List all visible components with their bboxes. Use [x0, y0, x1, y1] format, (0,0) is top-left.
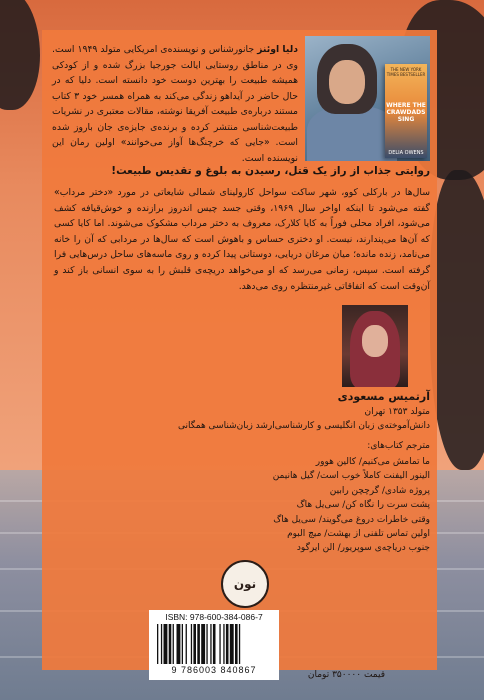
author-name: دلیا اوئنز [257, 44, 298, 55]
translated-books-list [150, 455, 430, 556]
list-item: پروژه شادی/ گرچچن رابین [329, 485, 430, 496]
synopsis-line: سال‌ها در بارکلی کوو، شهر ساکت سواحل کارولینای شمالی شایعاتی در مورد «دختر مرداب» [54, 187, 430, 198]
barcode-stripe [161, 624, 162, 664]
barcode-stripe [191, 624, 192, 664]
list-item: ما تمامش می‌کنیم/ کالین هوور [315, 457, 430, 467]
isbn-text: ISBN: 978-600-384-086-7 [165, 612, 263, 622]
bio-line: در مناطق روستایی ایالت جورجیا بزرگ شده و از کودکی همیشه طبیعت [52, 59, 298, 86]
publisher-logo [221, 560, 269, 608]
barcode-number: 9 786003 840867 [171, 665, 257, 675]
bio-line: آفریقا نوشته، مقالات معتبری در نشریات طبیعت‌شناسی منتشر کرده [52, 106, 298, 133]
barcode-stripe [235, 624, 238, 664]
synopsis-line: می‌شود، افراد محلی فوراً به کایا کلارک، معروف به دختر مرداب مشکوک می‌شوند. اما کایا کسی [54, 218, 430, 230]
barcode-stripe [173, 624, 174, 664]
tagline: روایتی جذاب از راز یک قتل، رسیدن به بلوغ و تقدیس طبیعت! [111, 165, 430, 177]
translator-birth: متولد ۱۳۵۳ تهران [364, 407, 430, 417]
list-item: وقتی خاطرات دروغ می‌گویند/ سی‌یل هاگ [273, 514, 430, 525]
barcode-stripe [193, 624, 196, 664]
barcode-stripe [206, 624, 207, 664]
barcode-stripe [182, 624, 183, 664]
author-photo [305, 36, 430, 161]
bio-line: را بهترین دوست خود دانسته است. دلیا که در حال حاضر در آیداهو [52, 75, 299, 102]
synopsis [54, 185, 430, 294]
author-bio [52, 42, 298, 166]
barcode-stripe [157, 624, 158, 664]
list-item: الینور الیفنت کاملاً خوب است/ گیل هانیمن [272, 471, 430, 482]
barcode-stripe [197, 624, 200, 664]
synopsis-line: انسانی باز کند و آن‌وقت است که اتفاقاتی غیرمنتظره روی می‌دهد. [54, 264, 430, 292]
book-cover-thumbnail: THE NEW YORK TIMES BESTSELLER WHERE THE CRAWDADS SING DELIA OWENS [385, 64, 427, 158]
barcode-stripe [169, 624, 172, 664]
barcode-stripe [164, 624, 168, 664]
synopsis-line: گفته می‌شود تا اینکه اواخر سال ۱۹۶۹، وقتی جسد چیس اندروز برازنده و خوش‌قیافه کشف [54, 202, 430, 214]
list-item: پشت سرت را نگاه کن/ سی‌یل هاگ [296, 500, 430, 511]
bio-line: و برنده‌ی جایزه‌ی جان باروز شده است. «جایی که خرچنگ‌ها آواز [52, 121, 298, 148]
barcode-stripe [213, 624, 216, 664]
publisher-logo-text: نون [233, 577, 257, 591]
barcode-bars [157, 624, 271, 664]
translator-photo [342, 305, 408, 387]
translated-books-heading: مترجم کتاب‌های: [367, 441, 430, 451]
barcode-stripe [210, 624, 211, 664]
list-item: جنوب دریاچه‌ی سوپریور/ الن ایرگود [296, 543, 430, 554]
synopsis-line: که آن‌ها می‌پندارند، نیست. او دختری حساس و باهوش است که سال‌ها در مردابی که آن را [73, 233, 430, 245]
bio-line: جانورشناس و نویسنده‌ی امریکایی متولد ۱۹۴۹ است. وی [52, 44, 298, 71]
barcode-stripe [239, 624, 240, 664]
tree-silhouette [430, 170, 484, 470]
bio-line: زندگی می‌کند به همراه همسر خود ۳ کتاب مستند درباره‌ی طبیعت [52, 90, 298, 117]
barcode-stripe [201, 624, 205, 664]
barcode-stripe [226, 624, 229, 664]
barcode-stripe [230, 624, 234, 664]
barcode-stripe [219, 624, 220, 664]
translator-education: دانش‌آموخته‌ی زبان انگلیسی و کارشناسی‌ارشد زبان‌شناسی همگانی [178, 421, 430, 431]
barcode-stripe [177, 624, 181, 664]
synopsis-line: درس‌هایی فرا گرفته است. سپس، زمانی می‌رسد که او می‌خواهد دریچه‌ی قلبش را به سوی [54, 249, 430, 276]
barcode-stripe [223, 624, 224, 664]
translator-name: آرتمیس مسعودی [337, 390, 430, 403]
barcode-stripe [186, 624, 187, 664]
synopsis-line: خانه می‌نامد، زنده مانده؛ میان مرغان دریایی، دوستانی پیدا کرده و روی ماسه‌های ساحل [54, 233, 430, 261]
price: قیمت ۳۵۰۰۰۰ تومان [307, 670, 385, 680]
list-item: اولین تماس تلفنی از بهشت/ میچ البوم [287, 529, 430, 540]
bio-line: می‌خوانند» اولین رمان این نویسنده است. [52, 137, 298, 164]
barcode [149, 610, 279, 680]
